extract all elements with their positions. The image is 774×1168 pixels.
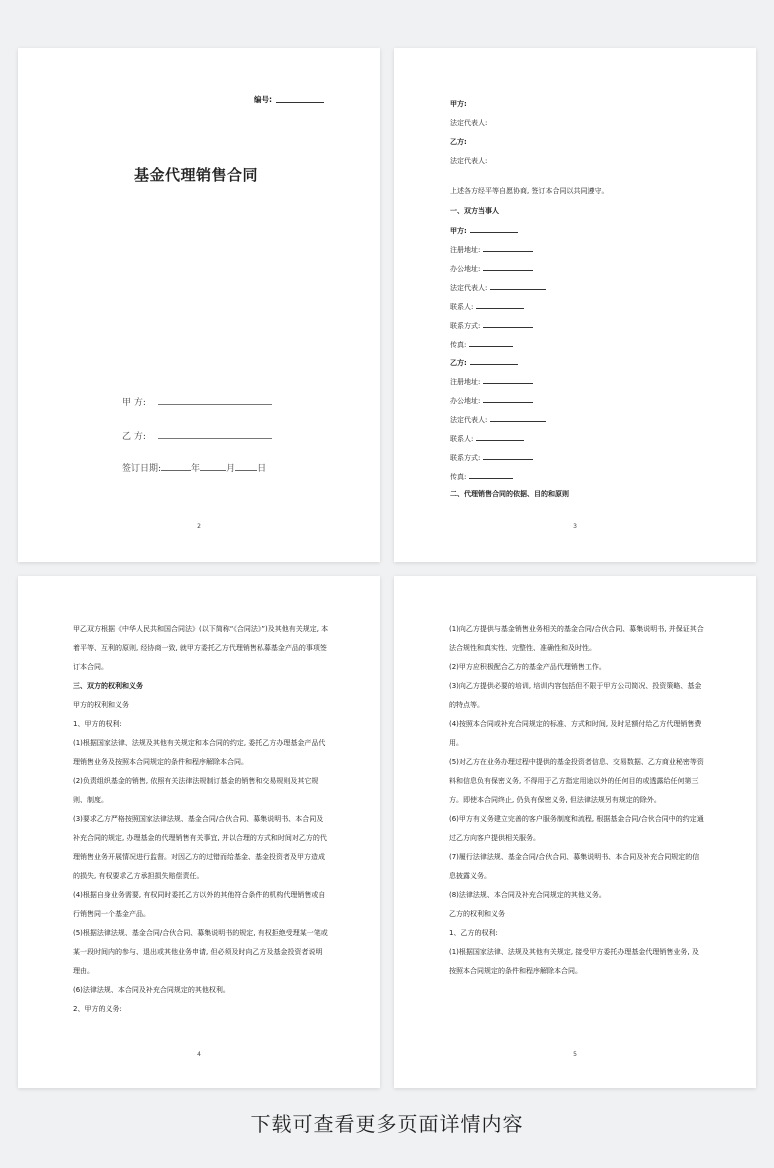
parties-line xyxy=(450,137,467,147)
fill-in-blank xyxy=(483,452,533,460)
paragraph: (2)负责组织基金的销售, 依照有关法律法规制订基金的销售和交易规则及其它规则、制度。 xyxy=(73,777,319,804)
paragraph: (1)根据国家法律、法规及其他有关规定和本合同的约定, 委托乙方办理基金产品代理销售业务及按照本合同规定的条件和程序解除本合同。 xyxy=(73,739,326,766)
contract-title: 基金代理销售合同 xyxy=(134,166,259,184)
sign-day-unit: 日 xyxy=(257,464,267,474)
contract-number-blank xyxy=(276,102,324,103)
paragraph: 甲乙双方根据《中华人民共和国合同法》(以下简称“《合同法》”)及其他有关规定, 本着平等、互利的原则, 经协商一致, 就甲方委托乙方代理销售私募基金产品的事项签订本合同。 xyxy=(73,625,329,671)
paragraph: (6)甲方有义务建立完善的客户服务制度和流程, 根据基金合同/合伙合同中的约定通过乙方向客户提供相关服务。 xyxy=(449,815,704,842)
page-number: 4 xyxy=(197,1051,201,1058)
sign-month-unit: 月 xyxy=(226,464,236,474)
parties-line xyxy=(450,376,533,387)
parties-line xyxy=(450,433,524,444)
document-page-obligations-a xyxy=(394,576,756,1088)
parties-line-text: 传真: xyxy=(450,341,467,349)
parties-line xyxy=(450,489,569,499)
parties-line xyxy=(450,186,608,196)
paragraph: (7)履行法律法规、基金合同/合伙合同、募集说明书、本合同及补充合同规定的信息披露义务。 xyxy=(449,853,700,880)
sign-day-blank xyxy=(235,462,257,471)
parties-line xyxy=(450,395,533,406)
parties-line xyxy=(450,414,546,425)
page-number: 2 xyxy=(197,523,201,530)
parties-line-text: 法定代表人: xyxy=(450,416,488,424)
parties-line-text: 联系方式: xyxy=(450,322,481,330)
parties-line-text: 办公地址: xyxy=(450,265,481,273)
parties-line xyxy=(450,452,533,463)
parties-line xyxy=(450,99,467,109)
parties-line-text: 乙方: xyxy=(450,359,467,367)
page-number: 3 xyxy=(573,523,577,530)
fill-in-blank xyxy=(469,471,513,479)
fill-in-blank xyxy=(490,282,546,290)
parties-line xyxy=(450,320,533,331)
paragraph: (8)法律法规、本合同及补充合同规定的其他义务。 xyxy=(449,891,606,899)
party-b-label: 乙 方: xyxy=(122,432,146,442)
parties-line-text: 联系人: xyxy=(450,303,474,311)
sign-date xyxy=(122,461,266,474)
parties-line-text: 甲方: xyxy=(450,227,467,235)
fill-in-blank xyxy=(483,320,533,328)
paragraph: (6)法律法规、本合同及补充合同规定的其他权利。 xyxy=(73,986,230,994)
sign-month-blank xyxy=(200,462,226,471)
parties-line-text: 甲方: xyxy=(450,100,467,108)
parties-line xyxy=(450,339,513,350)
paragraph: 乙方的权利和义务 xyxy=(449,910,505,918)
parties-line-text: 乙方: xyxy=(450,138,467,146)
parties-line-text: 办公地址: xyxy=(450,397,481,405)
fill-in-blank xyxy=(483,244,533,252)
document-page-cover xyxy=(18,48,380,562)
paragraph: (3)向乙方提供必要的培训, 培训内容包括但不限于甲方公司简况、投资策略、基金的特点等。 xyxy=(449,682,702,709)
party-a-label: 甲 方: xyxy=(122,398,146,408)
parties-line-text: 法定代表人: xyxy=(450,157,488,165)
fill-in-blank xyxy=(483,263,533,271)
parties-line-text: 联系方式: xyxy=(450,454,481,462)
document-page-rights-a xyxy=(18,576,380,1088)
parties-line-text: 法定代表人: xyxy=(450,119,488,127)
parties-line xyxy=(450,225,518,236)
paragraph: 1、乙方的权利: xyxy=(449,929,498,937)
parties-line xyxy=(450,156,487,166)
paragraph: (4)按照本合同或补充合同规定的标准、方式和时间, 及时足额付给乙方代理销售费用。 xyxy=(449,720,702,747)
page-number: 5 xyxy=(573,1051,577,1058)
fill-in-blank xyxy=(476,301,524,309)
parties-line xyxy=(450,282,546,293)
parties-line-text: 注册地址: xyxy=(450,378,481,386)
sign-date-label: 签订日期: xyxy=(122,464,162,474)
fill-in-blank xyxy=(490,414,546,422)
fill-in-blank xyxy=(470,357,518,365)
paragraph: 甲方的权利和义务 xyxy=(73,701,129,709)
paragraph: (4)根据自身业务需要, 有权同时委托乙方以外的其他符合条件的机构代理销售或自行销售同一个基金产品。 xyxy=(73,891,326,918)
party-b-blank xyxy=(158,438,272,439)
paragraph: (1)根据国家法律、法规及其他有关规定, 接受甲方委托办理基金代理销售业务, 及按照本合同规定的条件和程序解除本合同。 xyxy=(449,948,699,975)
sign-year-unit: 年 xyxy=(191,464,201,474)
parties-line-text: 联系人: xyxy=(450,435,474,443)
parties-line-text: 注册地址: xyxy=(450,246,481,254)
fill-in-blank xyxy=(470,225,518,233)
fill-in-blank xyxy=(483,395,533,403)
parties-line xyxy=(450,206,499,216)
parties-line-text: 一、双方当事人 xyxy=(450,207,499,215)
parties-line-text: 传真: xyxy=(450,473,467,481)
sign-year-blank xyxy=(161,462,191,471)
parties-line-text: 法定代表人: xyxy=(450,284,488,292)
paragraph: 三、双方的权利和义务 xyxy=(73,682,143,690)
fill-in-blank xyxy=(469,339,513,347)
parties-line xyxy=(450,301,524,312)
paragraph: (5)根据法律法规、基金合同/合伙合同、募集说明书的规定, 有权拒绝受理某一笔或某一段时间内的参与、退出或其他业务申请, 但必须及时向乙方及基金投资者说明理由。 xyxy=(73,929,328,975)
parties-line xyxy=(450,118,487,128)
parties-line xyxy=(450,357,518,368)
paragraph: (3)要求乙方严格按照国家法律法规、基金合同/合伙合同、募集说明书、本合同及补充合同的规定, 办理基金的代理销售有关事宜, 并以合理的方式和时间对乙方的代理销售业务开展情况进行监督。对因乙方的过错而给基金、基金投资者及甲方造成的损失, 有权要求乙方承担损失赔偿责任。 xyxy=(73,815,327,880)
party-a-blank xyxy=(158,404,272,405)
paragraph: (1)向乙方提供与基金销售业务相关的基金合同/合伙合同、募集说明书, 并保证其合法合规性和真实性、完整性、准确性和及时性。 xyxy=(449,625,704,652)
parties-line-text: 上述各方经平等自愿协商, 签订本合同以共同遵守。 xyxy=(450,187,609,195)
download-caption: 下载可查看更多页面详情内容 xyxy=(250,1112,524,1136)
paragraph: (2)甲方应积极配合乙方的基金产品代理销售工作。 xyxy=(449,663,606,671)
parties-line xyxy=(450,244,533,255)
paragraph: (5)对乙方在业务办理过程中提供的基金投资者信息、交易数据、乙方商业秘密等资料和信息负有保密义务, 不得用于乙方指定用途以外的任何目的或透露给任何第三方。即使本合同终止, 仍负有保密义务, 但法律法规另有规定的除外。 xyxy=(449,758,704,804)
parties-line xyxy=(450,263,533,274)
paragraph: 1、甲方的权利: xyxy=(73,720,122,728)
contract-number-label: 编号: xyxy=(254,95,272,104)
fill-in-blank xyxy=(483,376,533,384)
fill-in-blank xyxy=(476,433,524,441)
parties-line-text: 二、代理销售合同的依据、目的和原则 xyxy=(450,490,569,498)
document-page-parties xyxy=(394,48,756,562)
paragraph: 2、甲方的义务: xyxy=(73,1005,122,1013)
parties-line xyxy=(450,471,513,482)
